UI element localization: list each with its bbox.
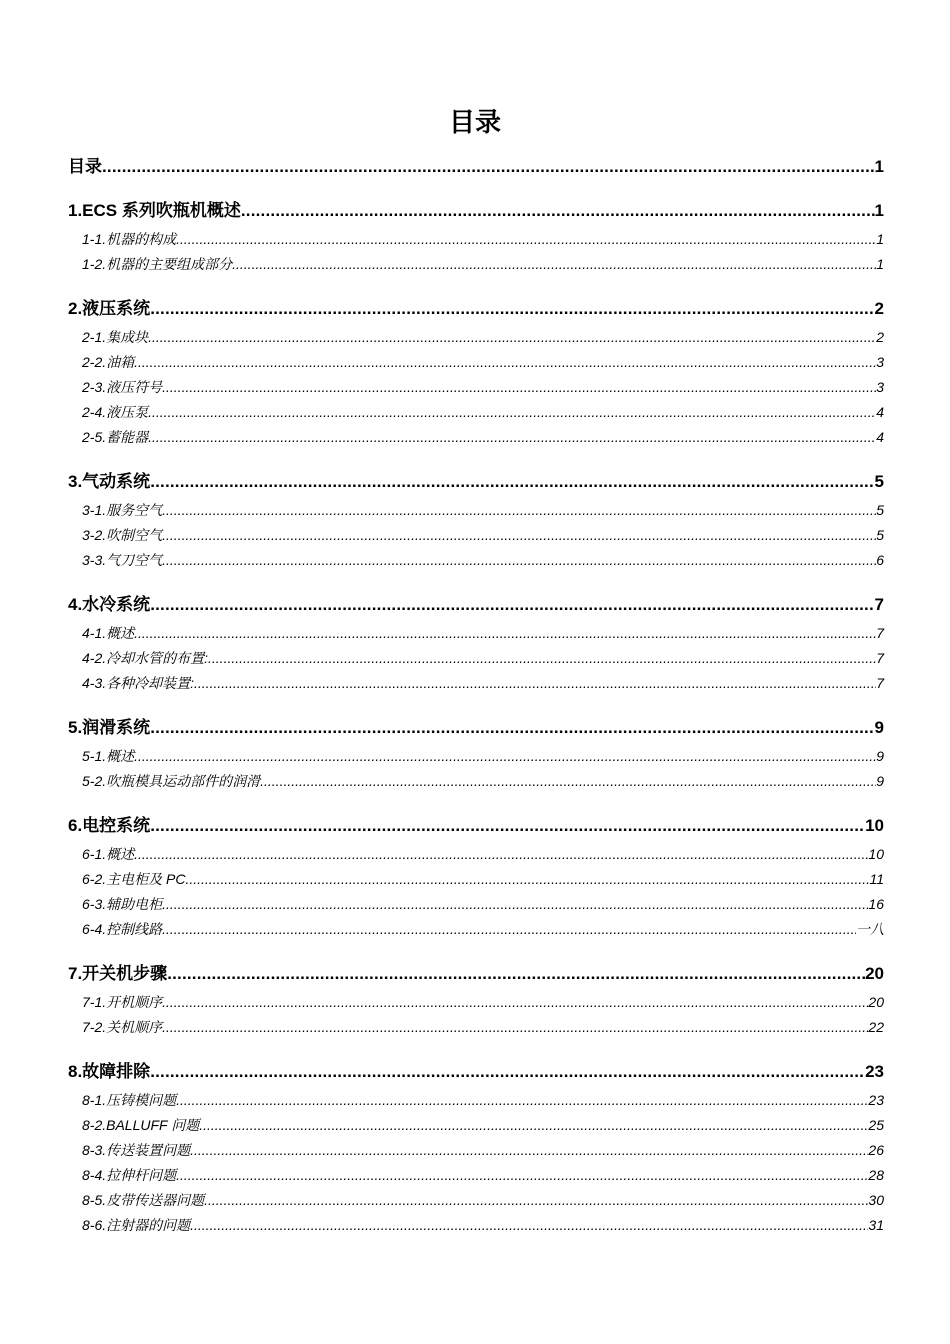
toc-subsection[interactable] bbox=[68, 227, 884, 252]
toc-subsection[interactable] bbox=[68, 1138, 884, 1163]
toc-subsection-label: 4-3.各种冷却装置: bbox=[82, 675, 195, 691]
toc-section bbox=[68, 592, 884, 696]
toc-section-heading-label: 2.液压系统 bbox=[68, 299, 151, 318]
toc-subsection-page: 30 bbox=[868, 1192, 884, 1208]
toc-subsection-page: 5 bbox=[876, 527, 884, 543]
toc-section-heading-page: 7 bbox=[874, 595, 884, 614]
toc-subsection[interactable] bbox=[68, 252, 884, 277]
toc-subsection-label: 1-1.机器的构成 bbox=[82, 231, 177, 247]
toc-subsection-page: 7 bbox=[876, 625, 884, 641]
toc-subsection-label: 8-2.BALLUFF 问题 bbox=[82, 1117, 200, 1133]
toc-section-heading-label: 5.润滑系统 bbox=[68, 718, 151, 737]
toc-section-heading-page: 10 bbox=[865, 816, 884, 835]
toc-section bbox=[68, 813, 884, 942]
toc-subsection-page: 1 bbox=[876, 231, 884, 247]
toc-subsection-page: 6 bbox=[876, 552, 884, 568]
toc-section-heading-page: 20 bbox=[865, 964, 884, 983]
toc-entry-label: 目录 bbox=[68, 157, 102, 176]
toc-subsection[interactable] bbox=[68, 990, 884, 1015]
toc-subsection-page: 4 bbox=[876, 404, 884, 420]
dot-leader bbox=[148, 400, 876, 425]
toc-subsection-label: 8-5.皮带传送器问题 bbox=[82, 1192, 205, 1208]
toc-section-heading-page: 9 bbox=[874, 718, 884, 737]
toc-section-heading[interactable] bbox=[68, 198, 884, 223]
toc-subsection-page: 5 bbox=[876, 502, 884, 518]
dot-leader bbox=[150, 296, 874, 321]
toc-entry-page: 1 bbox=[874, 157, 884, 176]
dot-leader bbox=[162, 523, 876, 548]
dot-leader bbox=[185, 867, 869, 892]
toc-subsection[interactable] bbox=[68, 1188, 884, 1213]
dot-leader bbox=[148, 425, 876, 450]
dot-leader bbox=[134, 842, 868, 867]
toc-subsection[interactable] bbox=[68, 325, 884, 350]
dot-leader bbox=[134, 744, 876, 769]
toc-section-heading-label: 6.电控系统 bbox=[68, 816, 151, 835]
toc-subsection-page: 一八 bbox=[856, 921, 884, 937]
toc-entry-self[interactable] bbox=[68, 154, 884, 179]
toc-subsection-label: 6-2.主电柜及 PC bbox=[82, 871, 186, 887]
toc-subsection[interactable] bbox=[68, 1163, 884, 1188]
toc-sections bbox=[68, 198, 884, 1238]
toc-subsection-label: 3-1.服务空气 bbox=[82, 502, 163, 518]
dot-leader bbox=[190, 1213, 868, 1238]
toc-subsection[interactable] bbox=[68, 671, 884, 696]
dot-leader bbox=[232, 252, 876, 277]
toc-subsection-page: 7 bbox=[876, 675, 884, 691]
toc-subsection-label: 6-1.概述 bbox=[82, 846, 135, 862]
toc-subsection-page: 20 bbox=[868, 994, 884, 1010]
toc-subsection-label: 8-1.压铸模问题 bbox=[82, 1092, 177, 1108]
toc-subsection[interactable] bbox=[68, 1213, 884, 1238]
toc-section-heading-page: 5 bbox=[874, 472, 884, 491]
toc-section-heading[interactable] bbox=[68, 813, 884, 838]
toc-subsection-label: 2-3.液压符号 bbox=[82, 379, 163, 395]
dot-leader bbox=[150, 592, 874, 617]
toc-subsection-label: 4-1.概述 bbox=[82, 625, 135, 641]
dot-leader bbox=[176, 1088, 868, 1113]
toc-subsection-page: 3 bbox=[876, 354, 884, 370]
toc-subsection[interactable] bbox=[68, 769, 884, 794]
toc-section bbox=[68, 961, 884, 1040]
toc-subsection[interactable] bbox=[68, 842, 884, 867]
dot-leader bbox=[199, 1113, 868, 1138]
dot-leader bbox=[148, 325, 876, 350]
toc-section-heading-page: 2 bbox=[874, 299, 884, 318]
dot-leader bbox=[241, 198, 875, 223]
toc-subsection-page: 31 bbox=[868, 1217, 884, 1233]
dot-leader bbox=[162, 892, 868, 917]
toc-subsection-label: 7-1.开机顺序 bbox=[82, 994, 163, 1010]
toc-section-heading-page: 1 bbox=[874, 201, 884, 220]
toc-subsection-page: 2 bbox=[876, 329, 884, 345]
toc-subsection-label: 2-2.油箱 bbox=[82, 354, 135, 370]
dot-leader bbox=[150, 715, 874, 740]
toc-section-heading[interactable] bbox=[68, 469, 884, 494]
toc-subsection-label: 6-3.辅助电柜 bbox=[82, 896, 163, 912]
toc-subsection-page: 22 bbox=[868, 1019, 884, 1035]
toc-subsection-page: 7 bbox=[876, 650, 884, 666]
toc-subsection[interactable] bbox=[68, 917, 884, 942]
toc-section-heading[interactable] bbox=[68, 1059, 884, 1084]
toc-section-heading-label: 3.气动系统 bbox=[68, 472, 151, 491]
toc-section bbox=[68, 198, 884, 277]
toc-subsection[interactable] bbox=[68, 375, 884, 400]
toc-subsection[interactable] bbox=[68, 621, 884, 646]
toc-section-heading-label: 4.水冷系统 bbox=[68, 595, 151, 614]
toc-section-heading-label: 7.开关机步骤 bbox=[68, 964, 168, 983]
toc-subsection-page: 16 bbox=[868, 896, 884, 912]
toc-subsection-label: 4-2.冷却水管的布置: bbox=[82, 650, 209, 666]
toc-subsection-label: 2-5.蓄能器 bbox=[82, 429, 149, 445]
toc-section-heading[interactable] bbox=[68, 715, 884, 740]
toc-subsection[interactable] bbox=[68, 1015, 884, 1040]
toc-subsection[interactable] bbox=[68, 892, 884, 917]
toc-section-heading-label: 1.ECS 系列吹瓶机概述 bbox=[68, 201, 241, 220]
dot-leader bbox=[208, 646, 876, 671]
toc-subsection[interactable] bbox=[68, 548, 884, 573]
dot-leader bbox=[150, 469, 874, 494]
toc-section-heading-page: 23 bbox=[865, 1062, 884, 1081]
toc-subsection[interactable] bbox=[68, 646, 884, 671]
toc-subsection[interactable] bbox=[68, 744, 884, 769]
toc-section-heading[interactable] bbox=[68, 296, 884, 321]
toc-subsection-page: 28 bbox=[868, 1167, 884, 1183]
toc-subsection-page: 1 bbox=[876, 256, 884, 272]
toc-subsection[interactable] bbox=[68, 400, 884, 425]
dot-leader bbox=[162, 917, 856, 942]
dot-leader bbox=[162, 498, 876, 523]
toc-section-heading[interactable] bbox=[68, 961, 884, 986]
toc-subsection[interactable] bbox=[68, 1113, 884, 1138]
toc-subsection[interactable] bbox=[68, 350, 884, 375]
dot-leader bbox=[150, 813, 865, 838]
toc-subsection-page: 26 bbox=[868, 1142, 884, 1158]
toc-subsection-page: 23 bbox=[868, 1092, 884, 1108]
toc-section bbox=[68, 296, 884, 450]
toc-subsection-label: 8-4.拉伸杆问题 bbox=[82, 1167, 177, 1183]
toc-subsection-label: 1-2.机器的主要组成部分 bbox=[82, 256, 233, 272]
dot-leader bbox=[102, 154, 875, 179]
table-of-contents bbox=[68, 154, 884, 1257]
toc-section bbox=[68, 715, 884, 794]
dot-leader bbox=[204, 1188, 868, 1213]
toc-subsection-label: 5-2.吹瓶模具运动部件的润滑 bbox=[82, 773, 261, 789]
toc-section-heading[interactable] bbox=[68, 592, 884, 617]
toc-subsection-page: 10 bbox=[868, 846, 884, 862]
dot-leader bbox=[190, 1138, 868, 1163]
toc-subsection[interactable] bbox=[68, 1088, 884, 1113]
dot-leader bbox=[176, 1163, 868, 1188]
toc-subsection-page: 4 bbox=[876, 429, 884, 445]
dot-leader bbox=[176, 227, 876, 252]
toc-section bbox=[68, 469, 884, 573]
toc-subsection-label: 6-4.控制线路 bbox=[82, 921, 163, 937]
toc-section bbox=[68, 1059, 884, 1238]
toc-subsection[interactable] bbox=[68, 425, 884, 450]
toc-subsection-label: 2-1.集成块 bbox=[82, 329, 149, 345]
page-title: 目录 bbox=[448, 107, 501, 137]
dot-leader bbox=[150, 1059, 865, 1084]
dot-leader bbox=[162, 1015, 868, 1040]
toc-subsection-page: 3 bbox=[876, 379, 884, 395]
toc-subsection[interactable] bbox=[68, 523, 884, 548]
toc-subsection-page: 9 bbox=[876, 773, 884, 789]
toc-subsection[interactable] bbox=[68, 498, 884, 523]
dot-leader bbox=[134, 621, 876, 646]
dot-leader bbox=[162, 990, 868, 1015]
toc-subsection-label: 2-4.液压泵 bbox=[82, 404, 149, 420]
toc-subsection-label: 8-6.注射器的问题 bbox=[82, 1217, 191, 1233]
dot-leader bbox=[260, 769, 876, 794]
dot-leader bbox=[162, 375, 876, 400]
toc-section-heading-label: 8.故障排除 bbox=[68, 1062, 151, 1081]
toc-subsection-label: 8-3.传送装置问题 bbox=[82, 1142, 191, 1158]
toc-subsection-label: 5-1.概述 bbox=[82, 748, 135, 764]
toc-subsection-label: 3-3.气刀空气 bbox=[82, 552, 163, 568]
toc-subsection-page: 9 bbox=[876, 748, 884, 764]
toc-subsection-label: 3-2.吹制空气 bbox=[82, 527, 163, 543]
toc-subsection-page: 11 bbox=[869, 871, 884, 887]
dot-leader bbox=[167, 961, 865, 986]
dot-leader bbox=[194, 671, 876, 696]
toc-subsection[interactable] bbox=[68, 867, 884, 892]
dot-leader bbox=[162, 548, 876, 573]
dot-leader bbox=[134, 350, 876, 375]
toc-subsection-page: 25 bbox=[868, 1117, 884, 1133]
toc-subsection-label: 7-2.关机顺序 bbox=[82, 1019, 163, 1035]
